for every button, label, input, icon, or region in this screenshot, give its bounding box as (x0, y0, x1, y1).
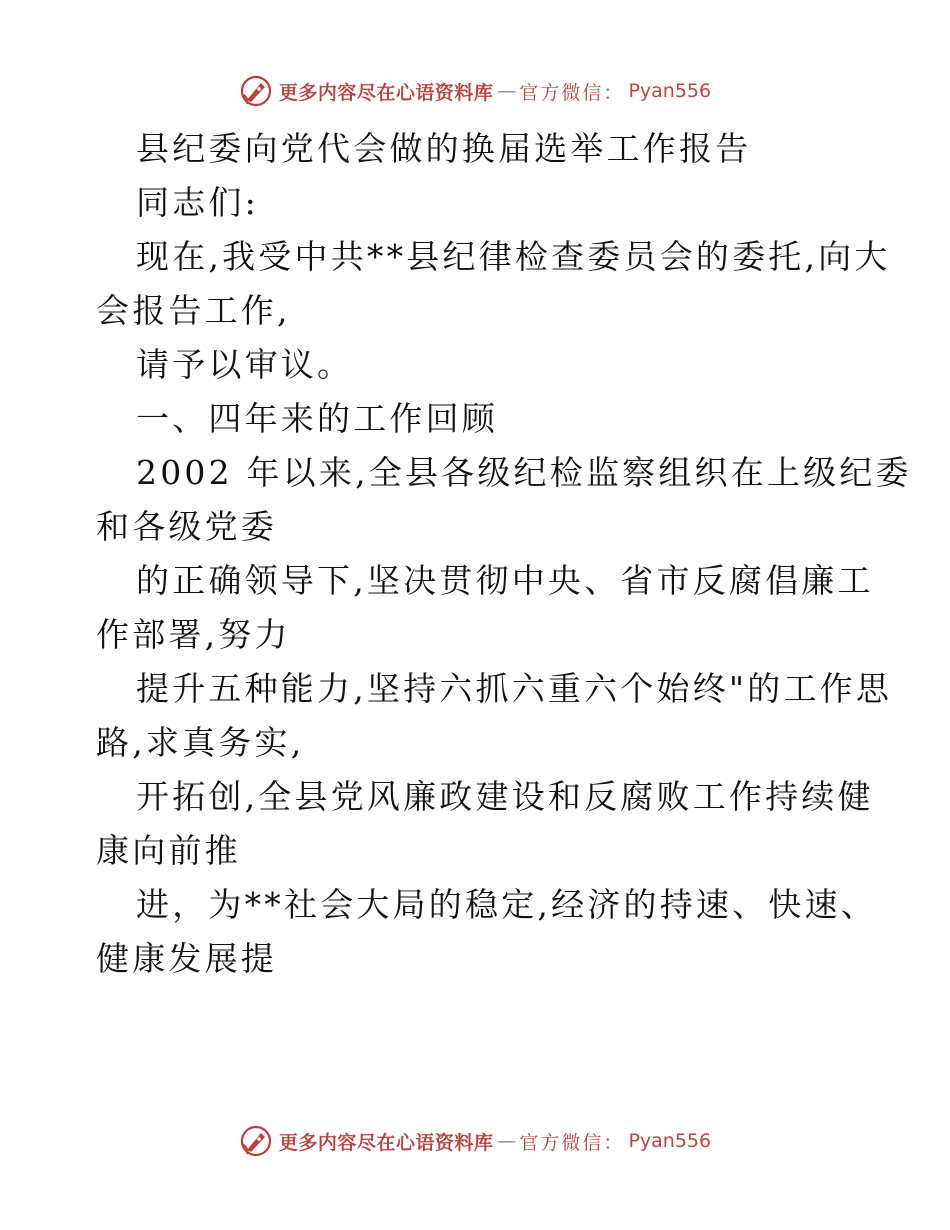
footer-watermark (0, 1121, 950, 1161)
watermark-dash: — (497, 1130, 516, 1152)
header-watermark (0, 71, 950, 111)
body-line: 请予以审议。 (136, 345, 354, 384)
pen-nib-circle-icon (239, 74, 273, 108)
body-line: 路,求真务实, (96, 723, 305, 762)
watermark-dash: — (497, 80, 516, 102)
document-title: 县纪委向党代会做的换届选举工作报告 (136, 129, 752, 168)
body-line: 作部署,努力 (96, 615, 291, 654)
watermark-brand: 更多内容尽在心语资料库 (278, 81, 494, 104)
body-line: 开拓创,全县党风廉政建设和反腐败工作持续健 (136, 777, 874, 816)
body-line: 现在,我受中共**县纪律检查委员会的委托,向大 (136, 237, 891, 276)
section-heading: 一、四年来的工作回顾 (136, 399, 498, 438)
body-line: 的正确领导下,坚决贯彻中央、省市反腐倡廉工 (136, 561, 874, 600)
body-line: 和各级党委 (96, 507, 277, 546)
body-line: 会报告工作, (96, 291, 291, 330)
document-body (96, 122, 912, 986)
watermark-wechat-id: Pyan556 (628, 1130, 712, 1152)
body-line: 康向前推 (96, 831, 241, 870)
watermark-wechat-label: 官方微信： (519, 1131, 625, 1154)
watermark-brand: 更多内容尽在心语资料库 (278, 1131, 494, 1154)
pen-nib-circle-icon (239, 1124, 273, 1158)
watermark-wechat-id: Pyan556 (628, 80, 712, 102)
body-line: 2002 年以来,全县各级纪检监察组织在上级纪委 (136, 453, 912, 492)
watermark-wechat-label: 官方微信： (519, 81, 625, 104)
salutation: 同志们: (136, 183, 259, 222)
body-line: 健康发展提 (96, 939, 277, 978)
body-line: 进，为**社会大局的稳定,经济的持速、快速、 (136, 885, 877, 924)
body-line: 提升五种能力,坚持六抓六重六个始终"的工作思 (136, 669, 893, 708)
